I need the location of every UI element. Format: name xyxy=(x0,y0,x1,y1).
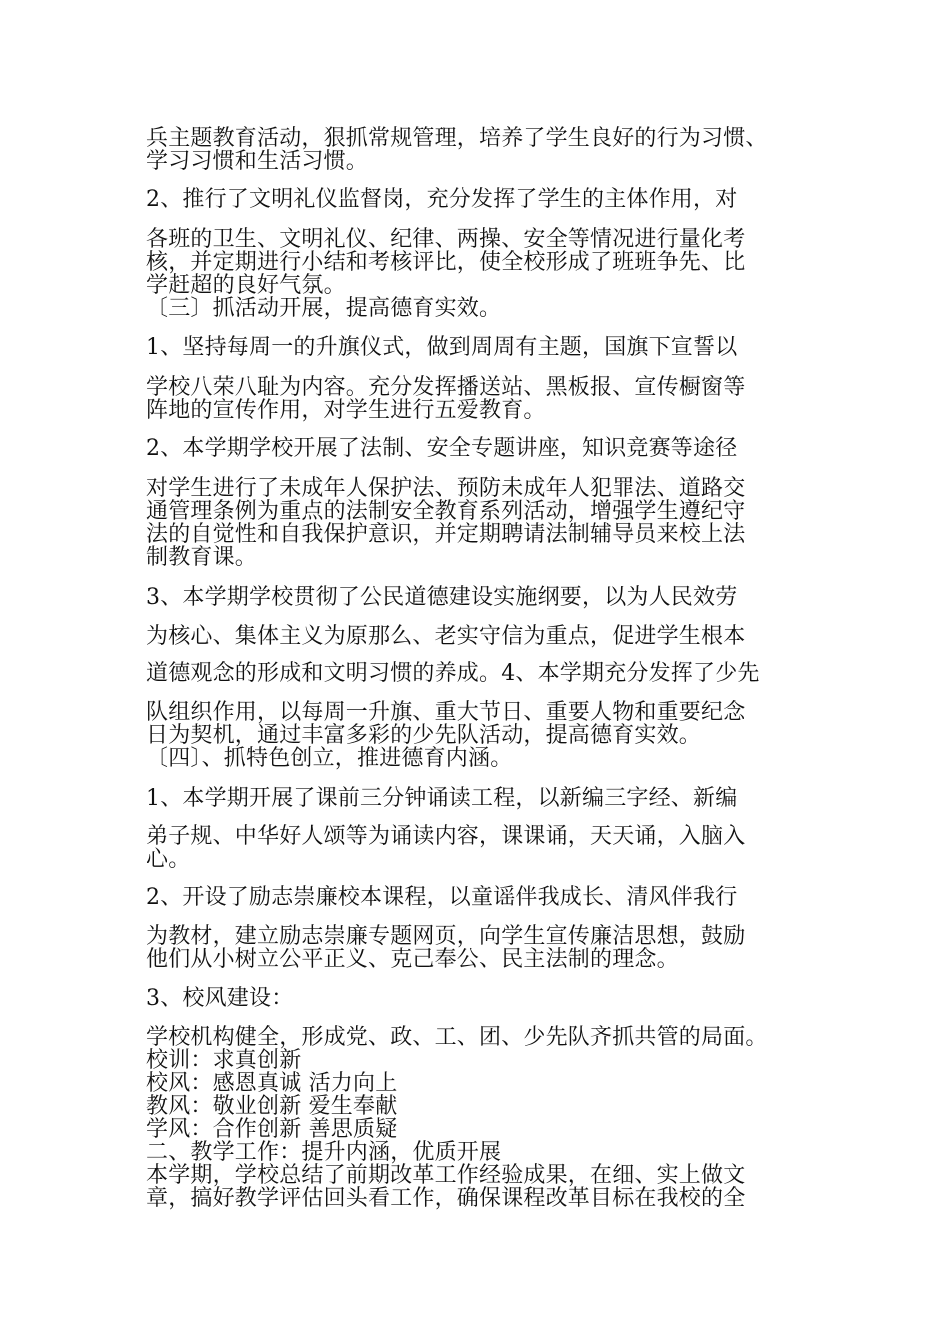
text-line: 学校机构健全，形成党、政、工、团、少先队齐抓共管的局面。 xyxy=(146,1025,768,1050)
text-line: 教风：敬业创新 爱生奉献 xyxy=(146,1094,398,1119)
text-line: 学风：合作创新 善思质疑 xyxy=(146,1117,398,1142)
text-line: 弟子规、中华好人颂等为诵读内容，课课诵，天天诵，入脑入 xyxy=(146,824,746,849)
text-line: 为核心、集体主义为原那么、老实守信为重点，促进学生根本 xyxy=(146,624,746,649)
text-line: 学习习惯和生活习惯。 xyxy=(146,149,369,174)
text-line: 学校八荣八耻为内容。充分发挥播送站、黑板报、宣传橱窗等 xyxy=(146,375,746,400)
text-line: 核，并定期进行小结和考核评比，使全校形成了班班争先、比 xyxy=(146,250,746,275)
text-line: 通管理条例为重点的法制安全教育系列活动，增强学生遵纪守 xyxy=(146,499,746,524)
text-line: 章，搞好教学评估回头看工作，确保课程改革目标在我校的全 xyxy=(146,1186,746,1211)
text-line: 1、坚持每周一的升旗仪式，做到周周有主题，国旗下宣誓以 xyxy=(146,335,738,360)
text-line: 3、校风建设： xyxy=(146,986,294,1011)
text-line: 2、本学期学校开展了法制、安全专题讲座，知识竞赛等途径 xyxy=(146,436,738,461)
text-line: 各班的卫生、文明礼仪、纪律、两操、安全等情况进行量化考 xyxy=(146,227,746,252)
text-line: 学赶超的良好气氛。 xyxy=(146,273,346,298)
section-heading: 二、教学工作：提升内涵，优质开展 xyxy=(146,1140,502,1165)
section-heading: 〔三〕抓活动开展，提高德育实效。 xyxy=(146,296,502,321)
text-line: 他们从小树立公平正义、克己奉公、民主法制的理念。 xyxy=(146,947,679,972)
text-line: 1、本学期开展了课前三分钟诵读工程，以新编三字经、新编 xyxy=(146,786,738,811)
text-line: 2、推行了文明礼仪监督岗，充分发挥了学生的主体作用，对 xyxy=(146,187,738,212)
text-line: 兵主题教育活动，狠抓常规管理，培养了学生良好的行为习惯、 xyxy=(146,126,768,151)
section-heading: 〔四〕、抓特色创立，推进德育内涵。 xyxy=(146,746,513,771)
text-line: 校风：感恩真诚 活力向上 xyxy=(146,1071,398,1096)
text-line: 校训：求真创新 xyxy=(146,1048,302,1073)
text-line: 日为契机，通过丰富多彩的少先队活动，提高德育实效。 xyxy=(146,723,702,748)
text-line: 道德观念的形成和文明习惯的养成。4、本学期充分发挥了少先 xyxy=(146,661,760,686)
text-line: 3、本学期学校贯彻了公民道德建设实施纲要，以为人民效劳 xyxy=(146,585,738,610)
text-line: 2、开设了励志崇廉校本课程，以童谣伴我成长、清风伴我行 xyxy=(146,885,738,910)
text-line: 心。 xyxy=(146,847,191,872)
text-line: 法的自觉性和自我保护意识，并定期聘请法制辅导员来校上法 xyxy=(146,522,746,547)
text-line: 阵地的宣传作用，对学生进行五爱教育。 xyxy=(146,398,546,423)
text-line: 队组织作用，以每周一升旗、重大节日、重要人物和重要纪念 xyxy=(146,700,746,725)
text-line: 对学生进行了未成年人保护法、预防未成年人犯罪法、道路交 xyxy=(146,476,746,501)
text-line: 制教育课。 xyxy=(146,545,258,570)
text-line: 为教材，建立励志崇廉专题网页，向学生宣传廉洁思想，鼓励 xyxy=(146,924,746,949)
text-line: 本学期，学校总结了前期改革工作经验成果，在细、实上做文 xyxy=(146,1163,746,1188)
